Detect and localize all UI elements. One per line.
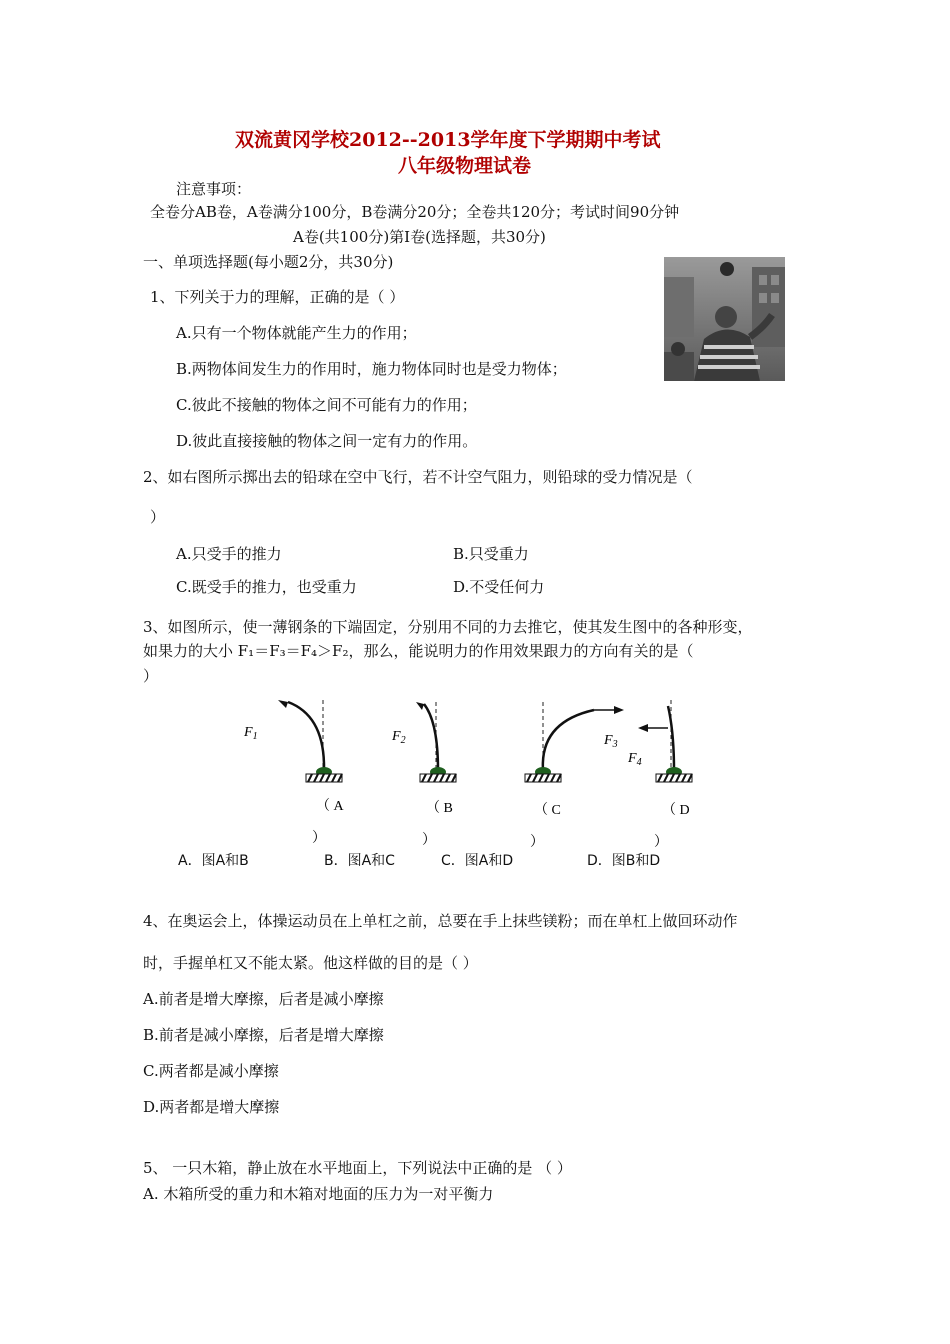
force-label-f1: $F_1$: [244, 725, 258, 742]
section-heading: 一、单项选择题(每小题2分，共30分): [143, 253, 394, 271]
panel-label-a: （ A: [316, 799, 344, 814]
q4-option-b: B.前者是减小摩擦，后者是增大摩擦: [143, 1026, 384, 1044]
q1-option-b: B.两物体间发生力的作用时，施力物体同时也是受力物体；: [176, 360, 567, 378]
panel-b: [416, 702, 456, 782]
panel-closer-d: ）: [654, 835, 668, 850]
q3-stem-end: ）: [143, 667, 159, 685]
panel-label-c: （ C: [534, 803, 561, 818]
q4-option-c: C.两者都是减小摩擦: [143, 1062, 279, 1080]
q3-option-d: D．图B和D: [587, 853, 661, 869]
q1-option-c: C.彼此不接触的物体之间不可能有力的作用；: [176, 396, 477, 414]
q3-stem-line-1: 3、如图所示，使一薄钢条的下端固定，分别用不同的力去推它，使其发生图中的各种形变，: [143, 618, 753, 636]
q2-option-d: D.不受任何力: [453, 578, 545, 596]
q5-option-a: A. 木箱所受的重力和木箱对地面的压力为一对平衡力: [143, 1185, 494, 1203]
q4-option-a: A.前者是增大摩擦，后者是减小摩擦: [143, 990, 384, 1008]
panel-label-d: （ D: [662, 803, 690, 818]
force-label-f4: $F_4$: [628, 751, 642, 768]
steel-strip-diagram: [228, 692, 708, 852]
q1-option-d: D.彼此直接接触的物体之间一定有力的作用。: [176, 432, 478, 450]
panel-label-b: （ B: [426, 801, 453, 816]
force-label-f3: $F_3$: [604, 733, 618, 750]
q4-stem-line-2: 时，手握单杠又不能太紧。他这样做的目的是（ ）: [143, 954, 478, 972]
q1-option-a: A.只有一个物体就能产生力的作用；: [176, 324, 417, 342]
q3-option-b: B．图A和C: [324, 853, 395, 869]
notes-line-1: 全卷分AB卷，A卷满分100分，B卷满分20分；全卷共120分；考试时间90分钟: [150, 203, 680, 221]
shot-put-photo: [664, 257, 785, 381]
q3-option-a: A．图A和B: [178, 853, 249, 869]
q2-option-b: B.只受重力: [453, 545, 529, 563]
notes-heading: 注意事项：: [176, 180, 252, 198]
page-title: 双流黄冈学校2012--2013学年度下学期期中考试: [235, 129, 661, 151]
q4-stem-line-1: 4、在奥运会上，体操运动员在上单杠之前，总要在手上抹些镁粉；而在单杠上做回环动作: [143, 912, 738, 930]
q4-option-d: D.两者都是增大摩擦: [143, 1098, 280, 1116]
q1-stem: 1、下列关于力的理解，正确的是（ ）: [150, 288, 405, 306]
q2-option-c: C.既受手的推力，也受重力: [176, 578, 357, 596]
notes-line-2: A卷(共100分)第Ⅰ卷(选择题，共30分): [293, 228, 546, 246]
panel-closer-c: ）: [530, 835, 544, 850]
panel-closer-b: ）: [422, 833, 436, 848]
page-subtitle: 八年级物理试卷: [398, 155, 532, 177]
q2-stem-end: ）: [150, 508, 166, 526]
panel-closer-a: ）: [312, 831, 326, 846]
panel-d: [638, 700, 692, 782]
force-label-f2: $F_2$: [392, 729, 406, 746]
q3-stem-line-2: 如果力的大小 F₁＝F₃＝F₄＞F₂，那么，能说明力的作用效果跟力的方向有关的是（: [143, 642, 694, 660]
q2-option-a: A.只受手的推力: [176, 545, 282, 563]
q2-stem: 2、如右图所示掷出去的铅球在空中飞行，若不计空气阻力，则铅球的受力情况是（: [143, 468, 693, 486]
q5-stem: 5、 一只木箱，静止放在水平地面上，下列说法中正确的是 （ ）: [143, 1159, 572, 1177]
q3-option-c: C．图A和D: [441, 853, 514, 869]
panel-a: [278, 700, 342, 782]
